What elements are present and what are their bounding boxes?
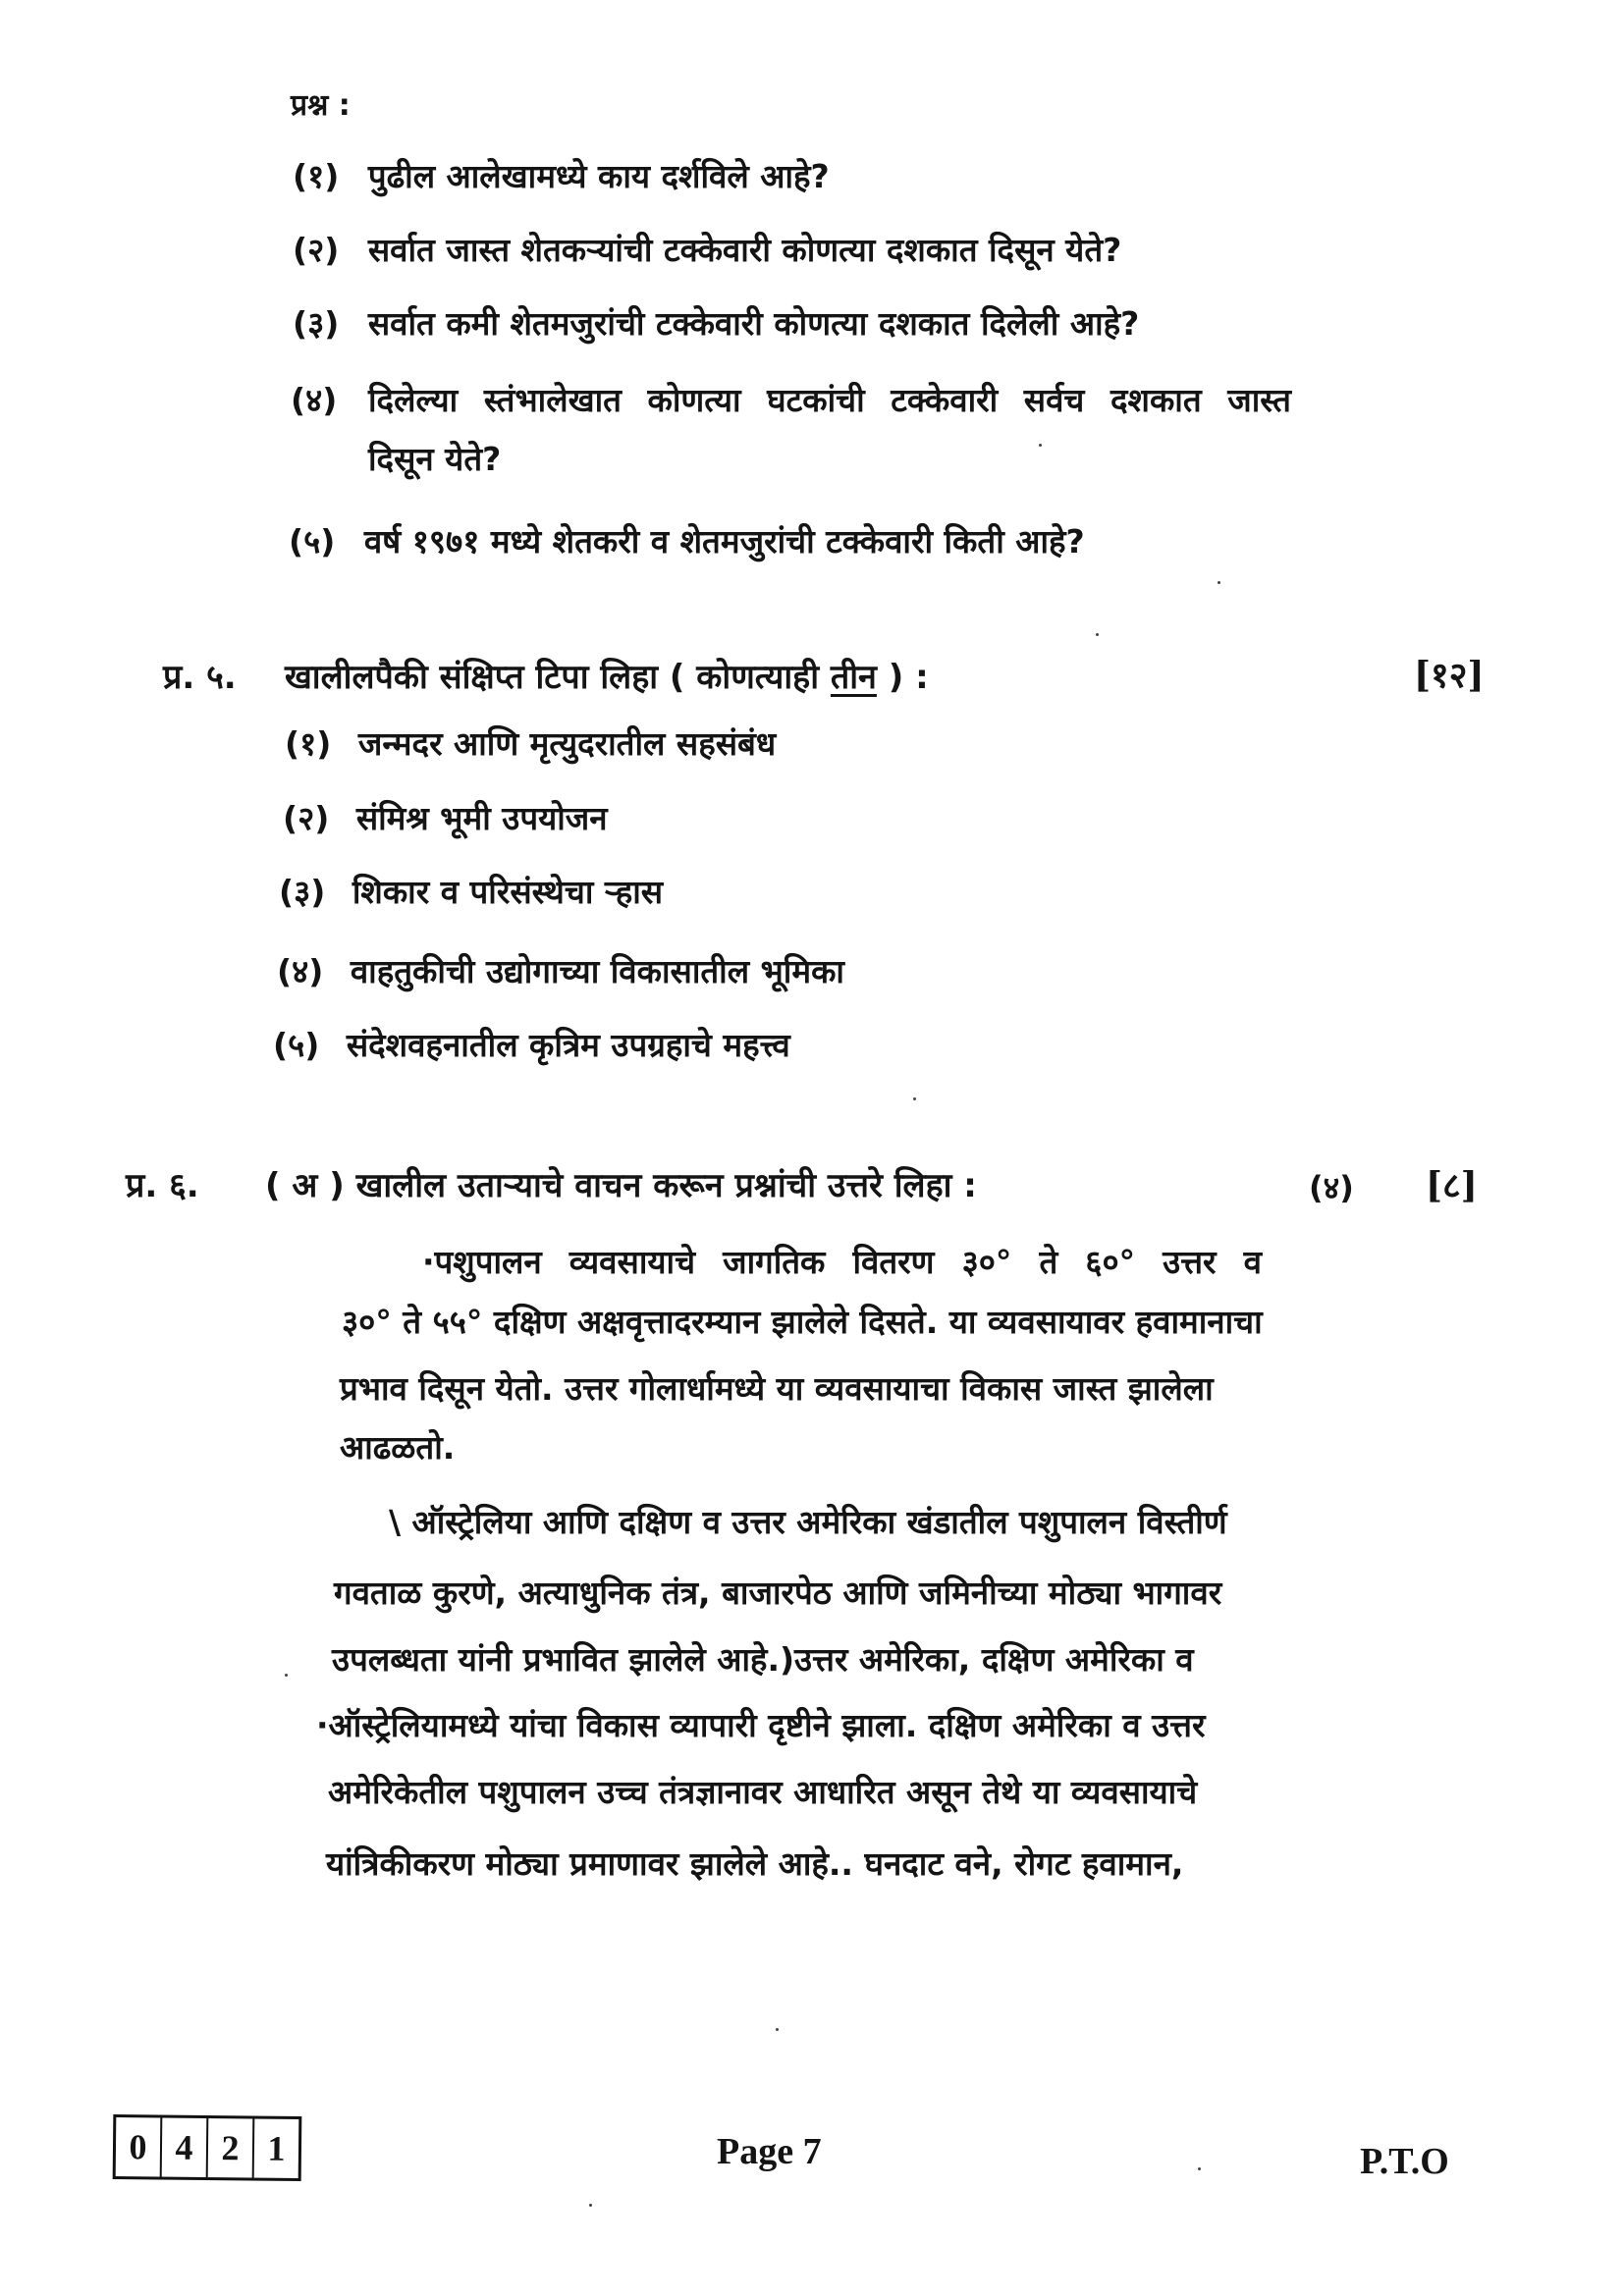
item-number: (२)	[283, 799, 330, 837]
code-digit: 0	[116, 2117, 163, 2176]
q5-item-5	[273, 1026, 790, 1065]
item-number: (२)	[293, 231, 340, 269]
q5-title-end: ) :	[876, 658, 929, 697]
q6-instruction-row	[265, 1166, 977, 1205]
word: उत्तर	[1163, 1243, 1217, 1281]
q5-item-1	[285, 724, 776, 764]
passage-line-4: आढळतो.	[340, 1428, 456, 1467]
scan-speck	[285, 1674, 288, 1677]
passage-line-8: ·ऑस्ट्रेलियामध्ये यांचा विकास व्यापारी दृष्टीने झाला. दक्षिण अमेरिका व उत्तर	[316, 1706, 1206, 1744]
word: ते	[1039, 1243, 1058, 1281]
paper-code-box	[113, 2114, 302, 2181]
item-text: संमिश्र भूमी उपयोजन	[355, 799, 608, 837]
q4-item-4-line1	[368, 381, 1291, 420]
word: व्यवसायाचे	[568, 1243, 696, 1281]
q4-item-4-line2: दिसून येते?	[368, 440, 502, 478]
passage-line-3: प्रभाव दिसून येतो. उत्तर गोलार्धामध्ये या व्यवसायाचा विकास जास्त झालेला	[340, 1369, 1214, 1408]
q4-item-2	[293, 231, 1121, 270]
item-number: (३)	[293, 304, 340, 343]
passage-line-5: \ ऑस्ट्रेलिया आणि दक्षिण व उत्तर अमेरिका खंडातील पशुपालन विस्तीर्ण	[389, 1503, 1227, 1541]
item-number: (१)	[285, 724, 332, 763]
item-number: (५)	[273, 1026, 320, 1064]
questions-label: प्रश्न :	[291, 88, 351, 123]
passage-line-9: अमेरिकेतील पशुपालन उच्च तंत्रज्ञानावर आधारित असून तेथे या व्यवसायाचे	[328, 1773, 1198, 1811]
word: ३०°	[961, 1243, 1012, 1281]
item-text: पुढील आलेखामध्ये काय दर्शविले आहे?	[367, 157, 830, 195]
q5-marks: [१२]	[1414, 655, 1485, 696]
q5-title	[285, 658, 929, 697]
scan-speck	[1198, 2167, 1201, 2170]
pto-label: P.T.O	[1360, 2141, 1449, 2182]
passage-line-1	[422, 1243, 1262, 1282]
q6-part-label: ( अ )	[265, 1166, 345, 1205]
scan-speck	[776, 2028, 779, 2031]
q4-item-3	[293, 304, 1139, 344]
word: घटकांची	[767, 381, 865, 419]
item-number: (१)	[293, 157, 340, 195]
q4-item-4	[291, 381, 337, 420]
q5-item-2	[283, 799, 608, 838]
page-number: Page 7	[717, 2131, 822, 2172]
q6-number: प्र. ६.	[126, 1166, 199, 1205]
scan-speck	[589, 2204, 592, 2207]
item-text: संदेशवहनातील कृत्रिम उपग्रहाचे महत्त्व	[346, 1026, 790, 1064]
word: ·पशुपालन	[422, 1243, 542, 1281]
code-digit: 2	[208, 2118, 255, 2177]
word: दशकात	[1110, 381, 1202, 419]
item-text: वर्ष १९७१ मध्ये शेतकरी व शेतमजुरांची टक्केवारी किती आहे?	[363, 522, 1085, 561]
word: सर्वच	[1023, 381, 1085, 419]
q5-number: प्र. ५.	[163, 658, 237, 697]
item-text: जन्मदर आणि मृत्युदरातील सहसंबंध	[357, 724, 777, 763]
word: कोणत्या	[647, 381, 741, 419]
word: टक्केवारी	[891, 381, 999, 419]
code-digit: 4	[162, 2118, 209, 2177]
word: जास्त	[1227, 381, 1291, 419]
word: वितरण	[852, 1243, 935, 1281]
scan-speck	[1218, 581, 1220, 584]
item-text: शिकार व परिसंस्थेचा ऱ्हास	[352, 873, 664, 911]
item-text: वाहतुकीची उद्योगाच्या विकासातील भूमिका	[350, 952, 844, 990]
passage-line-2: ३०° ते ५५° दक्षिण अक्षवृत्तादरम्यान झालेले दिसते. या व्यवसायावर हवामानाचा	[342, 1303, 1263, 1341]
passage-line-10: यांत्रिकीकरण मोठ्या प्रमाणावर झालेले आहे.. घनदाट वने, रोगट हवामान,	[326, 1844, 1184, 1883]
item-text: सर्वात कमी शेतमजुरांची टक्केवारी कोणत्या दशकात दिलेली आहे?	[367, 304, 1140, 343]
word: दिलेल्या	[368, 381, 459, 419]
q4-item-5	[289, 522, 1085, 561]
item-text: सर्वात जास्त शेतकऱ्यांची टक्केवारी कोणत्या दशकात दिसून येते?	[367, 231, 1122, 269]
word: स्तंभालेखात	[483, 381, 622, 419]
q5-item-4	[277, 952, 844, 991]
scan-speck	[1039, 444, 1042, 447]
q4-item-1	[293, 157, 830, 196]
q6-instruction: खालील उताऱ्याचे वाचन करून प्रश्नांची उत्तरे लिहा :	[355, 1166, 977, 1205]
item-number: (५)	[289, 522, 336, 561]
item-number: (३)	[279, 873, 326, 911]
scan-speck	[1096, 633, 1099, 636]
scan-speck	[913, 1097, 916, 1100]
passage-line-6: गवताळ कुरणे, अत्याधुनिक तंत्र, बाजारपेठ आणि जमिनीच्या मोठ्या भागावर	[334, 1574, 1222, 1612]
q6-sub-marks: (४)	[1309, 1169, 1354, 1206]
q5-title-text: खालीलपैकी संक्षिप्त टिपा लिहा ( कोणत्याही	[285, 658, 831, 697]
item-number: (४)	[291, 381, 338, 419]
q5-title-underlined: तीन	[830, 658, 877, 697]
item-number: (४)	[277, 952, 324, 990]
code-digit: 1	[267, 2128, 286, 2168]
word: व	[1243, 1243, 1262, 1281]
q5-item-3	[279, 873, 663, 912]
word: जागतिक	[723, 1243, 826, 1281]
q6-marks: [८]	[1426, 1165, 1478, 1206]
passage-line-7: उपलब्धता यांनी प्रभावित झालेले आहे.)उत्तर अमेरिका, दक्षिण अमेरिका व	[332, 1640, 1194, 1679]
word: ६०°	[1085, 1243, 1136, 1281]
